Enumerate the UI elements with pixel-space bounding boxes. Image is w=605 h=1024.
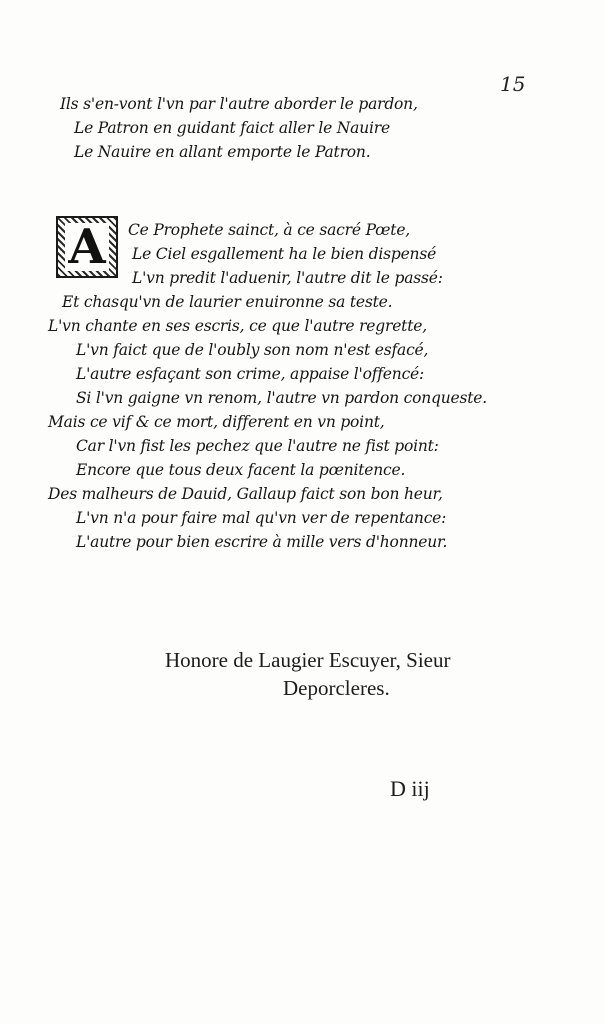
author-attribution [165, 646, 450, 702]
verse-line: L'vn chante en ses escris, ce que l'autre regrette, [48, 317, 427, 335]
verse-line: L'autre pour bien escrire à mille vers d'honneur. [76, 533, 448, 551]
verse-line: Ils s'en-vont l'vn par l'autre aborder le pardon, [60, 95, 418, 113]
attribution-line-one: Honore de Laugier Escuyer, Sieur [165, 648, 451, 672]
verse-line: L'vn faict que de l'oubly son nom n'est esfacé, [76, 341, 429, 359]
verse-line: Si l'vn gaigne vn renom, l'autre vn pardon conqueste. [76, 389, 487, 407]
drop-cap-letter: A [65, 223, 108, 271]
verse-line: Des malheurs de Dauid, Gallaup faict son bon heur, [48, 485, 443, 503]
verse-line: Le Ciel esgallement ha le bien dispensé [132, 245, 437, 263]
stanza-two [48, 218, 487, 554]
verse-line: Ce Prophete sainct, à ce sacré Pœte, [128, 221, 411, 239]
verse-line: Et chasqu'vn de laurier enuironne sa teste. [62, 293, 393, 311]
signature-mark: D iij [390, 776, 430, 801]
verse-line: Mais ce vif & ce mort, different en vn point, [48, 413, 385, 431]
verse-line: L'vn n'a pour faire mal qu'vn ver de repentance: [76, 509, 447, 527]
verse-line: L'autre esfaçant son crime, appaise l'offencé: [76, 365, 425, 383]
verse-line: Le Patron en guidant faict aller le Nauire [74, 119, 390, 137]
verse-line: Encore que tous deux facent la pœnitence. [76, 461, 406, 479]
verse-line: L'vn predit l'aduenir, l'autre dit le passé: [132, 269, 443, 287]
verse-line: Car l'vn fist les pechez que l'autre ne fist point: [76, 437, 439, 455]
stanza-one [60, 92, 418, 164]
verse-line: Le Nauire en allant emporte le Patron. [74, 143, 371, 161]
attribution-line-two: Deporcleres. [283, 676, 390, 700]
page-number: 15 [500, 72, 526, 96]
